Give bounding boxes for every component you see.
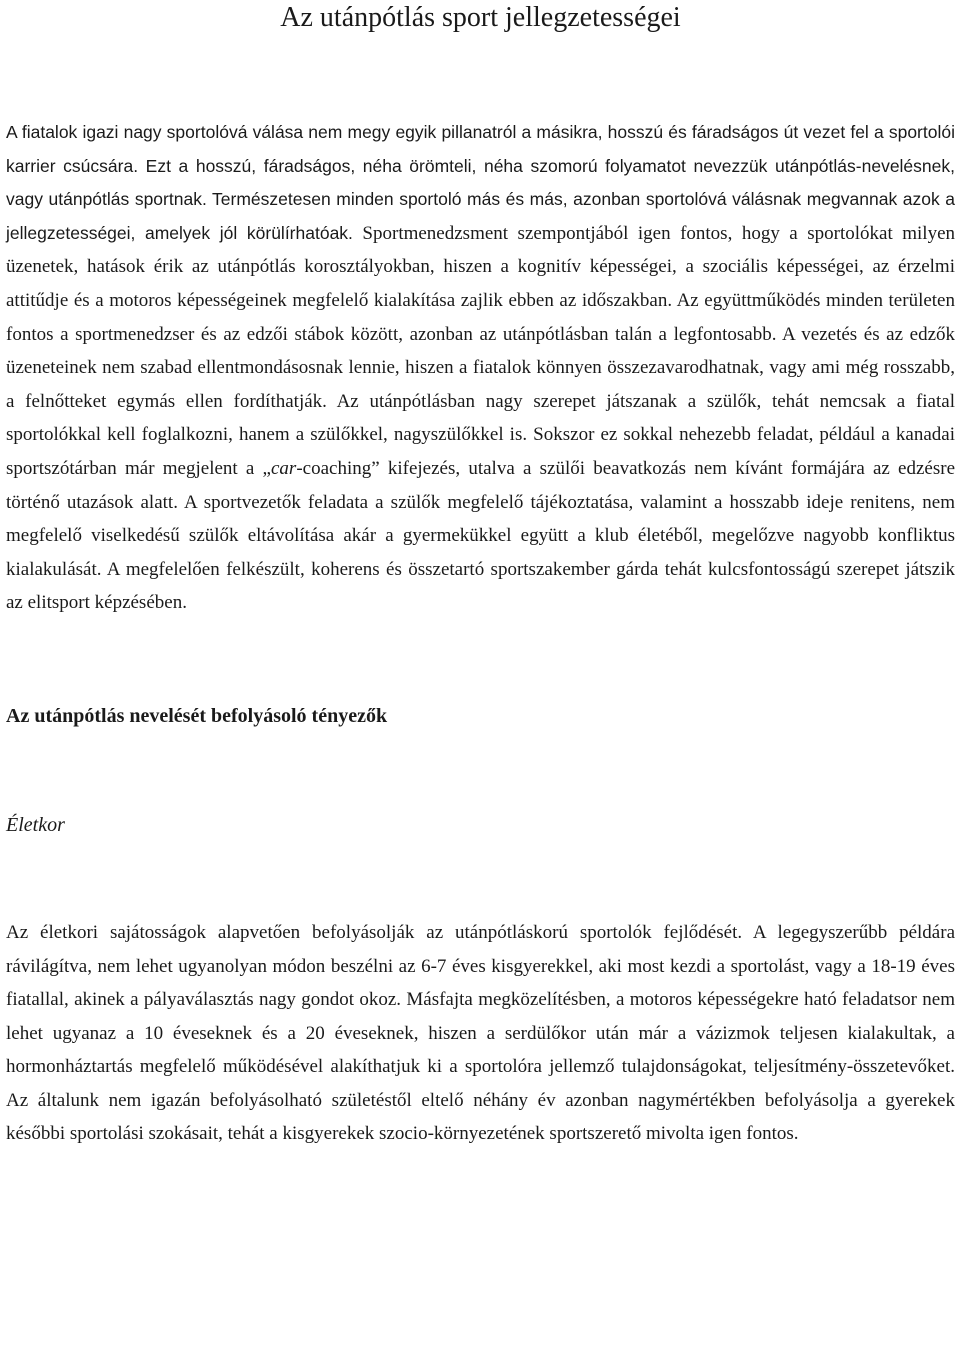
intro-paragraph	[6, 116, 955, 620]
intro-italic-word: car	[270, 457, 297, 479]
age-paragraph: Az életkori sajátosságok alapvetően befolyásolják az utánpótláskorú sportolók fejlődését. A legegyszerűbb példára rávilágítva, nem lehet ugyanolyan módon beszélni az 6-7 éves kisgyerekkel, aki most kezdi a sportolást, vagy a 18-19 éves fiatallal, akinek a pályaválasztás nagy gondot okoz. Másfajta megközelítésben, a motoros képességekre ható feladatsor nem lehet ugyanaz a 10 éveseknek és a 20 éveseknek, hiszen a serdülőkor után már a vázizmok teljesen kialakultak, a hormonháztartás megfelelő működésével alakíthatjuk ki a sportolóra jellemző tulajdonságokat, teljesítmény-összetevőket. Az általunk nem igazán befolyásolható születéstől eltelő néhány év azonban nagymértékben befolyásolja a gyerekek későbbi sportolási szokásait, tehát a kisgyerekek szocio-környezetének sportszerető mivolta igen fontos.	[6, 921, 955, 1145]
intro-serif-text-continued: -coaching” kifejezés, utalva a szülői beavatkozás nem kívánt formájára az edzésre történő utazások alatt. A sportvezetők feladata a szülők megfelelő tájékoztatása, valamint a hosszabb ideje renitens, nem megfelelő viselkedésű szülők eltávolítása akár a gyermekükkel együtt a klub életéből, megelőzve nagyobb konfliktus kialakulását. A megfelelően felkészült, koherens és összetartó sportszakember gárda tehát kulcsfontosságú szerepet játszik az elitsport képzésében.	[6, 457, 955, 614]
intro-serif-text: Sportmenedzsment szempontjából igen fontos, hogy a sportolókat milyen üzenetek, hatások érik az utánpótlás korosztályokban, hiszen a kognitív képességei, a szociális képességei, az érzelmi attitűdje és a motoros képességeinek megfelelő kialakítása zajlik ebben az időszakban. Az együttműködés minden területen fontos a sportmenedzser és az edzői stábok között, azonban az utánpótlásban talán a legfontosabb. A vezetés és az edzők üzeneteinek nem szabad ellentmondásosnak lennie, hiszen a fiatalok könnyen összezavarodhatnak, vagy ami még rosszabb, a felnőtteket egymás ellen fordíthatják. Az utánpótlásban nagy szerepet játszanak a szülők, tehát nemcsak a fiatal sportolókkal kell foglalkozni, hanem a szülőkkel, nagyszülőkkel is. Sokszor ez sokkal nehezebb feladat, például a kanadai sportszótárban már megjelent a „	[6, 222, 955, 479]
subsection-heading: Életkor	[6, 813, 65, 836]
document-page	[6, 0, 955, 1151]
section-heading: Az utánpótlás nevelését befolyásoló tényezők	[6, 704, 388, 727]
document-title: Az utánpótlás sport jellegzetességei	[280, 2, 681, 33]
intro-sans-text: A fiatalok igazi nagy sportolóvá válása nem megy egyik pillanatról a másikra, hosszú és fáradságos út vezet fel a sportolói karrier csúcsára. Ezt a hosszú, fáradságos, néha örömteli, néha szomorú folyamatot nevezzük utánpótlás-nevelésnek, vagy utánpótlás sportnak. Természetesen minden sportoló más és más, azonban sportolóvá válásnak megvannak azok a jellegzetességei, amelyek jól körülírhatóak.	[6, 122, 955, 243]
